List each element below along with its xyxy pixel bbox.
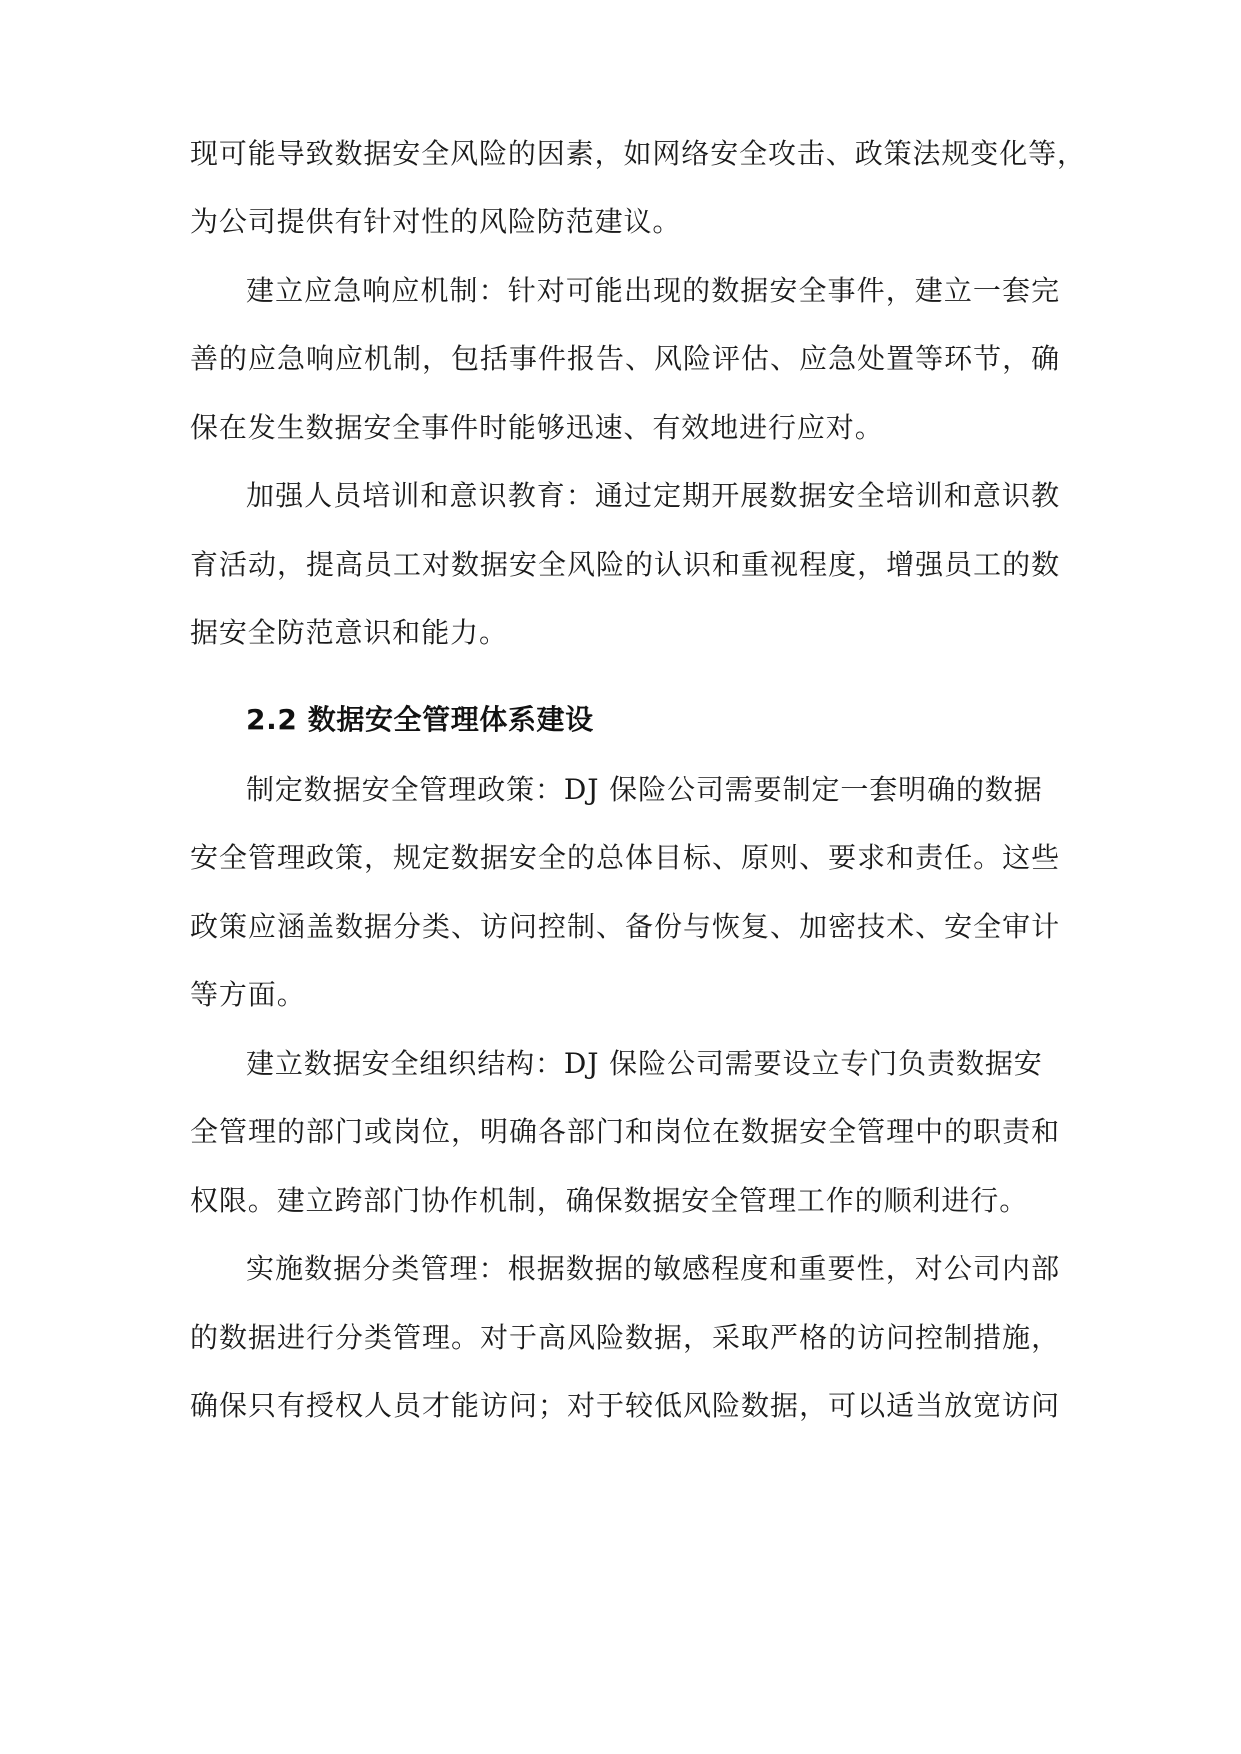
paragraph-line: 全管理的部门或岗位，明确各部门和岗位在数据安全管理中的职责和 [190, 1115, 1060, 1148]
paragraph-line: 政策应涵盖数据分类、访问控制、备份与恢复、加密技术、安全审计 [190, 910, 1060, 943]
paragraph-line: 育活动，提高员工对数据安全风险的认识和重视程度，增强员工的数 [190, 548, 1060, 581]
paragraph-line: 制定数据安全管理政策：DJ 保险公司需要制定一套明确的数据 [246, 773, 1043, 806]
paragraph-line: 建立应急响应机制：针对可能出现的数据安全事件，建立一套完 [246, 274, 1060, 307]
paragraph-line: 善的应急响应机制，包括事件报告、风险评估、应急处置等环节，确 [190, 342, 1060, 375]
paragraph-line: 确保只有授权人员才能访问；对于较低风险数据，可以适当放宽访问 [190, 1389, 1060, 1422]
paragraph-line: 等方面。 [190, 978, 306, 1011]
paragraph-line: 据安全防范意识和能力。 [190, 616, 508, 649]
paragraph-line: 加强人员培训和意识教育：通过定期开展数据安全培训和意识教 [246, 479, 1060, 512]
paragraph-line: 建立数据安全组织结构：DJ 保险公司需要设立专门负责数据安 [246, 1047, 1043, 1080]
paragraph-line: 现可能导致数据安全风险的因素，如网络安全攻击、政策法规变化等， [190, 137, 1086, 170]
paragraph-line: 实施数据分类管理：根据数据的敏感程度和重要性，对公司内部 [246, 1252, 1060, 1285]
paragraph-line: 权限。建立跨部门协作机制，确保数据安全管理工作的顺利进行。 [190, 1184, 1029, 1217]
paragraph-line: 的数据进行分类管理。对于高风险数据，采取严格的访问控制措施， [190, 1321, 1060, 1354]
paragraph-line: 安全管理政策，规定数据安全的总体目标、原则、要求和责任。这些 [190, 841, 1060, 874]
paragraph-line: 保在发生数据安全事件时能够迅速、有效地进行应对。 [190, 411, 884, 444]
section-heading: 2.2 数据安全管理体系建设 [246, 703, 594, 736]
paragraph-line: 为公司提供有针对性的风险防范建议。 [190, 205, 682, 238]
